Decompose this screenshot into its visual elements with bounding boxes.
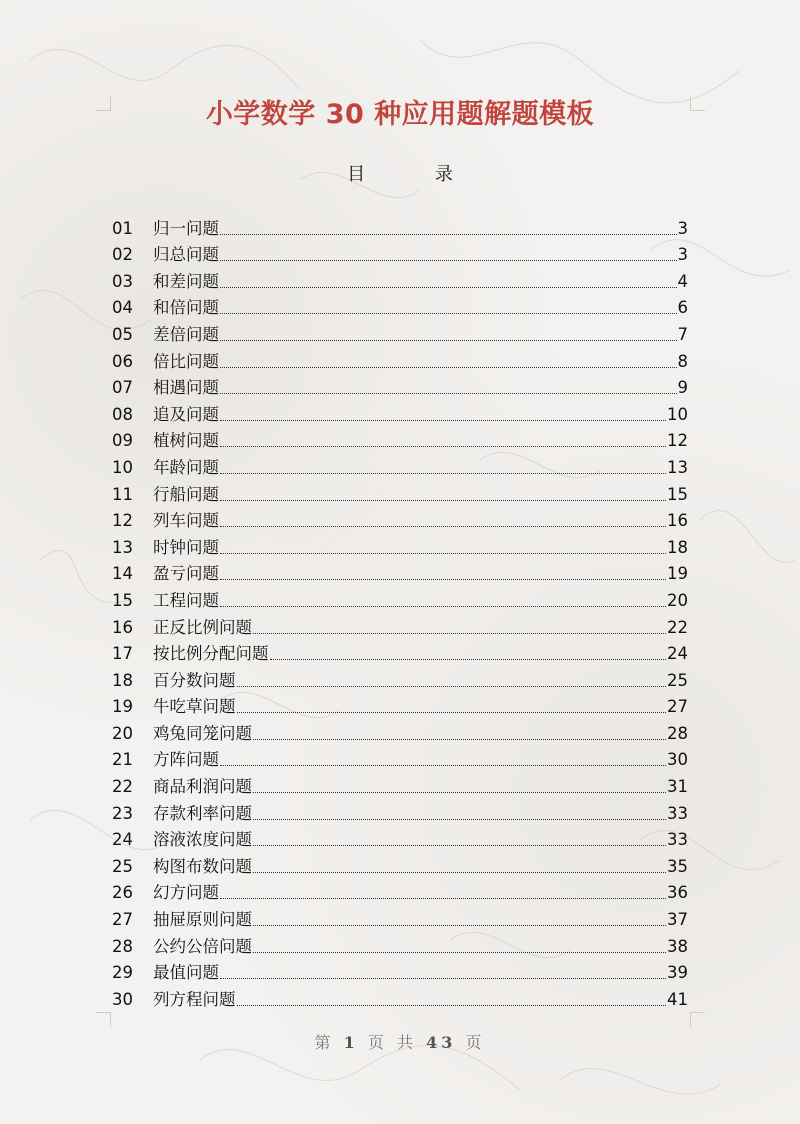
toc-entry-page: 18 xyxy=(667,537,688,557)
footer-prefix: 第 xyxy=(314,1033,335,1052)
toc-entry-number: 26 xyxy=(112,883,133,903)
toc-entry-page: 38 xyxy=(667,936,688,956)
toc-dot-leader xyxy=(253,819,666,820)
toc-dot-leader xyxy=(270,659,667,660)
toc-heading: 目 录 xyxy=(347,164,485,185)
toc-dot-leader xyxy=(220,234,677,235)
toc-entry[interactable] xyxy=(112,612,688,639)
toc-entry-title: 公约公倍问题 xyxy=(153,936,252,956)
footer-total-pages: 43 xyxy=(426,1033,457,1052)
toc-entry-page: 12 xyxy=(667,431,688,451)
toc-entry-number: 05 xyxy=(112,324,133,344)
toc-dot-leader xyxy=(220,553,666,554)
toc-dot-leader xyxy=(253,845,666,846)
toc-entry-page: 31 xyxy=(667,777,688,797)
toc-entry-number: 18 xyxy=(112,670,133,690)
toc-dot-leader xyxy=(220,420,666,421)
toc-entry-title: 幻方问题 xyxy=(153,883,219,903)
toc-entry-title: 按比例分配问题 xyxy=(153,644,269,664)
toc-entry-title: 商品利润问题 xyxy=(153,777,252,797)
toc-entry[interactable] xyxy=(112,878,688,905)
toc-entry[interactable] xyxy=(112,373,688,400)
toc-entry[interactable] xyxy=(112,319,688,346)
toc-entry[interactable] xyxy=(112,399,688,426)
toc-entry-page: 30 xyxy=(667,750,688,770)
toc-entry[interactable] xyxy=(112,240,688,267)
footer-current-page: 1 xyxy=(343,1033,359,1052)
toc-entry[interactable] xyxy=(112,904,688,931)
toc-entry-title: 归一问题 xyxy=(153,218,219,238)
toc-dot-leader xyxy=(220,473,666,474)
toc-entry-page: 37 xyxy=(667,910,688,930)
toc-entry-number: 24 xyxy=(112,830,133,850)
toc-entry-page: 35 xyxy=(667,856,688,876)
toc-entry-page: 41 xyxy=(667,989,688,1009)
toc-entry-number: 04 xyxy=(112,298,133,318)
toc-entry-title: 百分数问题 xyxy=(153,670,236,690)
toc-entry-page: 10 xyxy=(667,404,688,424)
toc-entry-page: 7 xyxy=(677,324,688,344)
toc-entry-title: 方阵问题 xyxy=(153,750,219,770)
toc-entry-number: 21 xyxy=(112,750,133,770)
toc-entry[interactable] xyxy=(112,771,688,798)
toc-entry[interactable] xyxy=(112,452,688,479)
toc-entry-page: 3 xyxy=(677,218,688,238)
toc-entry-title: 最值问题 xyxy=(153,963,219,983)
toc-entry-page: 19 xyxy=(667,564,688,584)
toc-entry-page: 13 xyxy=(667,457,688,477)
toc-entry-number: 29 xyxy=(112,963,133,983)
toc-entry[interactable] xyxy=(112,825,688,852)
toc-entry[interactable] xyxy=(112,346,688,373)
toc-entry-title: 盈亏问题 xyxy=(153,564,219,584)
toc-dot-leader xyxy=(253,792,666,793)
table-of-contents xyxy=(112,213,688,1011)
toc-entry-page: 15 xyxy=(667,484,688,504)
toc-entry-page: 16 xyxy=(667,511,688,531)
toc-entry[interactable] xyxy=(112,984,688,1011)
toc-dot-leader xyxy=(237,712,667,713)
toc-entry-page: 24 xyxy=(667,644,688,664)
toc-dot-leader xyxy=(220,367,677,368)
crop-mark-bottom-right xyxy=(690,1012,705,1027)
toc-entry[interactable] xyxy=(112,506,688,533)
toc-dot-leader xyxy=(220,287,677,288)
toc-entry-number: 20 xyxy=(112,723,133,743)
document-title: 小学数学 30 种应用题解题模板 xyxy=(205,99,595,130)
toc-dot-leader xyxy=(220,500,666,501)
toc-entry-page: 33 xyxy=(667,830,688,850)
toc-entry-number: 12 xyxy=(112,511,133,531)
toc-entry-title: 鸡兔同笼问题 xyxy=(153,723,252,743)
toc-entry-page: 3 xyxy=(677,245,688,265)
toc-entry[interactable] xyxy=(112,559,688,586)
toc-dot-leader xyxy=(253,872,666,873)
toc-entry-number: 11 xyxy=(112,484,133,504)
toc-entry-page: 4 xyxy=(677,271,688,291)
toc-entry-number: 30 xyxy=(112,989,133,1009)
toc-entry-title: 牛吃草问题 xyxy=(153,697,236,717)
toc-dot-leader xyxy=(220,393,677,394)
toc-entry-title: 倍比问题 xyxy=(153,351,219,371)
toc-entry-title: 时钟问题 xyxy=(153,537,219,557)
toc-entry-number: 28 xyxy=(112,936,133,956)
toc-dot-leader xyxy=(253,925,666,926)
toc-entry-title: 植树问题 xyxy=(153,431,219,451)
toc-dot-leader xyxy=(237,686,667,687)
toc-entry-title: 抽屉原则问题 xyxy=(153,910,252,930)
toc-entry-number: 03 xyxy=(112,271,133,291)
toc-entry-title: 溶液浓度问题 xyxy=(153,830,252,850)
toc-entry[interactable] xyxy=(112,639,688,666)
toc-entry-number: 10 xyxy=(112,457,133,477)
toc-entry-number: 13 xyxy=(112,537,133,557)
toc-entry[interactable] xyxy=(112,851,688,878)
toc-dot-leader xyxy=(220,606,666,607)
toc-dot-leader xyxy=(253,739,666,740)
toc-dot-leader xyxy=(220,260,677,261)
toc-dot-leader xyxy=(220,446,666,447)
toc-entry-title: 和差问题 xyxy=(153,271,219,291)
toc-entry-page: 33 xyxy=(667,803,688,823)
toc-entry[interactable] xyxy=(112,958,688,985)
toc-entry-page: 36 xyxy=(667,883,688,903)
page-footer xyxy=(0,1030,800,1053)
toc-entry-page: 9 xyxy=(677,378,688,398)
toc-entry[interactable] xyxy=(112,266,688,293)
toc-dot-leader xyxy=(253,633,666,634)
toc-entry-title: 行船问题 xyxy=(153,484,219,504)
toc-entry-title: 列车问题 xyxy=(153,511,219,531)
toc-entry[interactable] xyxy=(112,745,688,772)
toc-entry-title: 追及问题 xyxy=(153,404,219,424)
toc-entry[interactable] xyxy=(112,213,688,240)
toc-entry-number: 01 xyxy=(112,218,133,238)
toc-entry[interactable] xyxy=(112,692,688,719)
toc-entry-page: 28 xyxy=(667,723,688,743)
toc-entry-page: 27 xyxy=(667,697,688,717)
toc-dot-leader xyxy=(220,313,677,314)
toc-entry[interactable] xyxy=(112,479,688,506)
toc-entry-title: 归总问题 xyxy=(153,245,219,265)
toc-entry-page: 20 xyxy=(667,590,688,610)
toc-entry-number: 07 xyxy=(112,378,133,398)
toc-entry-title: 相遇问题 xyxy=(153,378,219,398)
toc-entry-page: 6 xyxy=(677,298,688,318)
toc-entry-number: 23 xyxy=(112,803,133,823)
toc-entry-number: 02 xyxy=(112,245,133,265)
toc-entry-title: 年龄问题 xyxy=(153,457,219,477)
toc-entry-number: 09 xyxy=(112,431,133,451)
toc-entry-title: 正反比例问题 xyxy=(153,617,252,637)
toc-entry-title: 构图布数问题 xyxy=(153,856,252,876)
toc-entry[interactable] xyxy=(112,931,688,958)
toc-entry-title: 工程问题 xyxy=(153,590,219,610)
toc-entry[interactable] xyxy=(112,665,688,692)
toc-entry[interactable] xyxy=(112,798,688,825)
toc-entry-number: 06 xyxy=(112,351,133,371)
toc-entry-number: 16 xyxy=(112,617,133,637)
toc-entry-number: 14 xyxy=(112,564,133,584)
crop-mark-bottom-left xyxy=(96,1012,111,1027)
toc-entry[interactable] xyxy=(112,718,688,745)
toc-entry-title: 差倍问题 xyxy=(153,324,219,344)
toc-entry-number: 22 xyxy=(112,777,133,797)
toc-entry-title: 存款利率问题 xyxy=(153,803,252,823)
toc-entry-page: 39 xyxy=(667,963,688,983)
toc-entry-title: 列方程问题 xyxy=(153,989,236,1009)
footer-middle: 页 共 xyxy=(367,1033,417,1052)
toc-dot-leader xyxy=(253,952,666,953)
toc-dot-leader xyxy=(220,526,666,527)
toc-entry-title: 和倍问题 xyxy=(153,298,219,318)
toc-dot-leader xyxy=(220,898,666,899)
toc-entry-number: 25 xyxy=(112,856,133,876)
toc-dot-leader xyxy=(220,340,677,341)
toc-entry-number: 15 xyxy=(112,590,133,610)
toc-entry-number: 17 xyxy=(112,644,133,664)
toc-entry-number: 19 xyxy=(112,697,133,717)
toc-entry-page: 8 xyxy=(677,351,688,371)
toc-dot-leader xyxy=(220,765,666,766)
toc-dot-leader xyxy=(220,978,666,979)
toc-entry[interactable] xyxy=(112,532,688,559)
toc-dot-leader xyxy=(220,579,666,580)
toc-entry[interactable] xyxy=(112,426,688,453)
toc-entry-number: 08 xyxy=(112,404,133,424)
toc-entry-page: 25 xyxy=(667,670,688,690)
footer-suffix: 页 xyxy=(465,1033,486,1052)
toc-entry[interactable] xyxy=(112,585,688,612)
toc-entry-number: 27 xyxy=(112,910,133,930)
toc-entry-page: 22 xyxy=(667,617,688,637)
toc-dot-leader xyxy=(237,1005,667,1006)
toc-entry[interactable] xyxy=(112,293,688,320)
